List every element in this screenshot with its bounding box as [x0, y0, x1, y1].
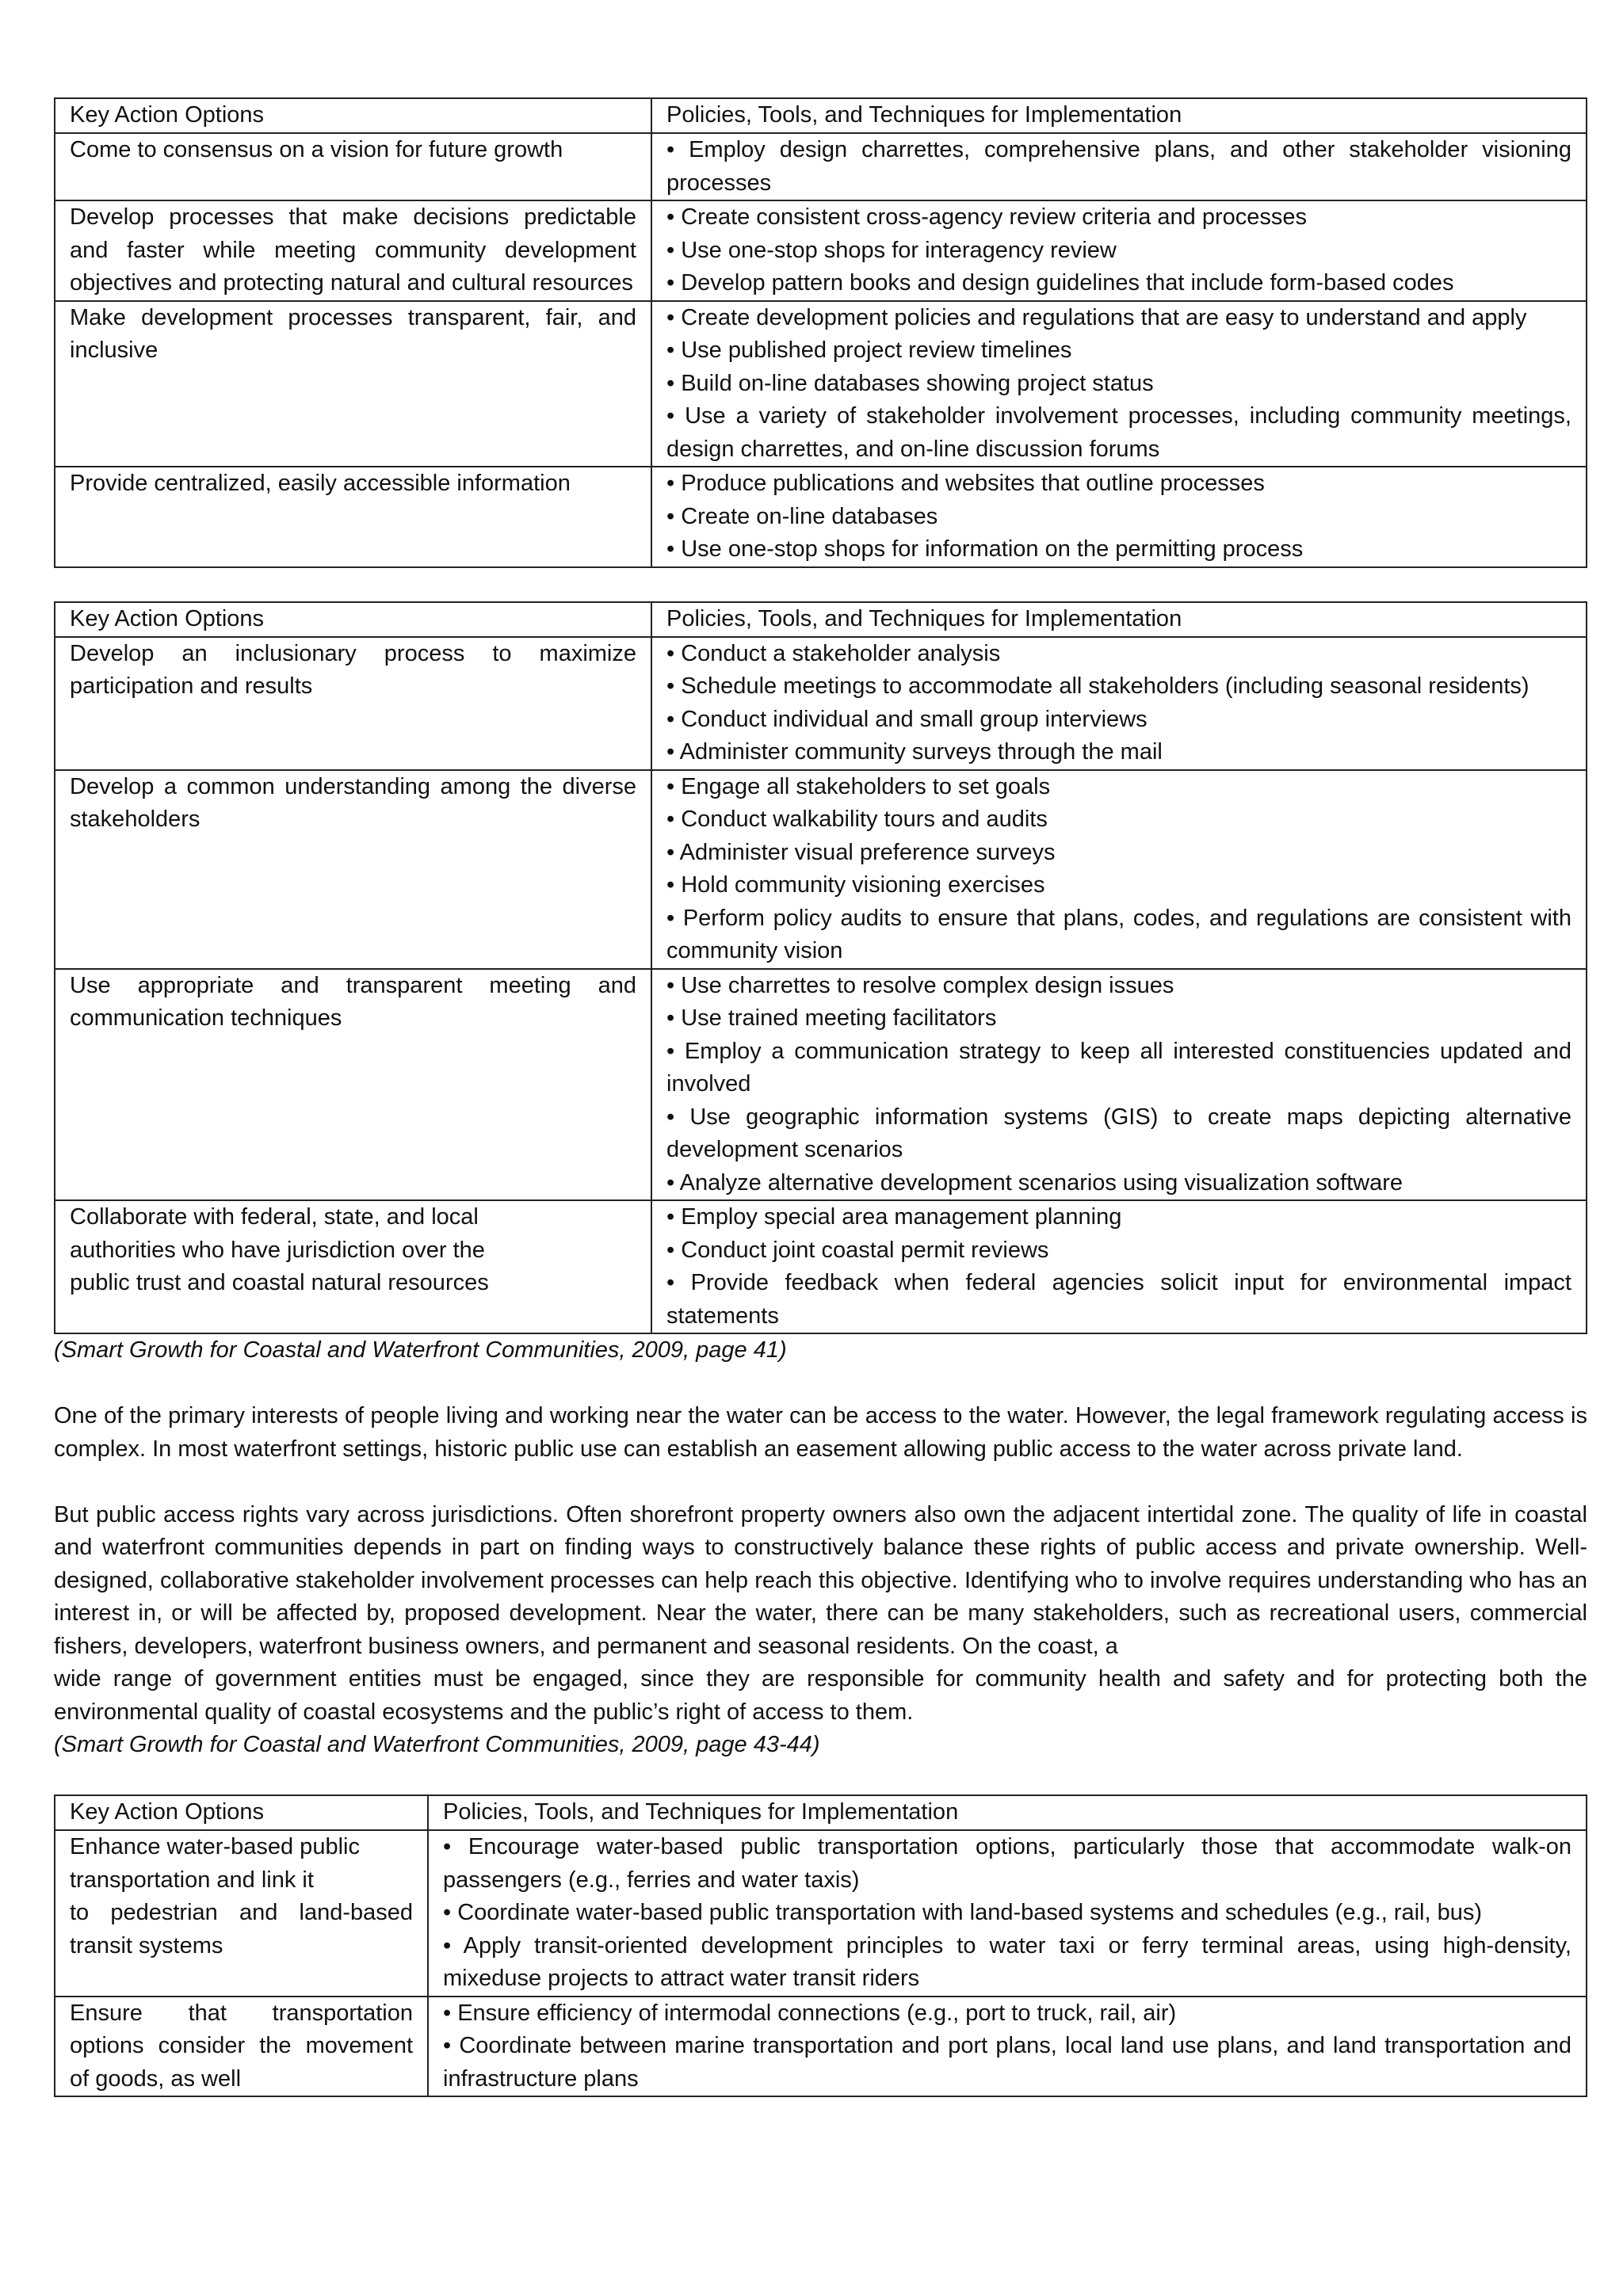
header-key-action-options: Key Action Options: [55, 1795, 428, 1830]
policies-cell: [428, 1830, 1587, 1997]
policy-item: • Encourage water-based public transportation options, particularly those that accommodate walk-on passengers (e.g., ferries and water taxis): [443, 1834, 1571, 1893]
action-text: Come to consensus on a vision for future growth: [70, 137, 563, 162]
action-line: Collaborate with federal, state, and local: [70, 1204, 479, 1230]
policy-item: • Employ special area management planning: [666, 1204, 1122, 1230]
policy-item: • Administer visual preference surveys: [666, 839, 1056, 865]
document-page: [54, 97, 1587, 2097]
action-cell: [55, 133, 651, 200]
action-text: Use appropriate and transparent meeting and communication techniques: [70, 972, 636, 1031]
policies-cell: [651, 200, 1587, 301]
policies-cell: [651, 969, 1587, 1201]
policies-cell: [651, 467, 1587, 567]
policies-cell: [651, 301, 1587, 467]
action-line: to pedestrian and land-based transit systems: [70, 1900, 413, 1958]
policy-item: • Provide feedback when federal agencies solicit input for environmental impact statements: [666, 1270, 1571, 1329]
citation-caption: (Smart Growth for Coastal and Waterfront Communities, 2009, page 41): [54, 1337, 787, 1363]
table-header-row: [55, 98, 1587, 133]
action-cell: [55, 467, 651, 567]
body-paragraph: One of the primary interests of people living and working near the water can be access to the water. However, the legal framework regulating access is complex. In most waterfront settings, historic public use can establish an easement allowing public access to the water across private land.: [54, 1403, 1587, 1462]
policy-item: • Coordinate water-based public transportation with land-based systems and schedules (e.g., rail, bus): [443, 1900, 1483, 1925]
action-line: transportation and link it: [70, 1867, 314, 1893]
header-policies-tools: Policies, Tools, and Techniques for Implementation: [428, 1795, 1587, 1830]
policy-item: • Use trained meeting facilitators: [666, 1005, 997, 1031]
table-row: [55, 200, 1587, 301]
spacer: [54, 1367, 1587, 1401]
table-row: [55, 637, 1587, 770]
policy-item: • Analyze alternative development scenarios using visualization software: [666, 1169, 1403, 1196]
spacer: [54, 1466, 1587, 1499]
citation-caption: (Smart Growth for Coastal and Waterfront Communities, 2009, page 43-44): [54, 1732, 820, 1757]
action-line: Enhance water-based public: [70, 1834, 360, 1859]
table-row: [55, 133, 1587, 200]
policy-item: • Use one-stop shops for interagency review: [666, 237, 1117, 263]
action-cell: [55, 770, 651, 969]
action-cell: [55, 1200, 651, 1333]
policy-item: • Use a variety of stakeholder involvement processes, including community meetings, design charrettes, and on-line discussion forums: [666, 403, 1571, 462]
policy-item: • Schedule meetings to accommodate all stakeholders (including seasonal residents): [666, 673, 1529, 699]
action-cell: [55, 1830, 428, 1997]
header-policies-tools: Policies, Tools, and Techniques for Implementation: [651, 98, 1587, 133]
policies-cell: [651, 637, 1587, 770]
action-text: Ensure that transportation options consider the movement of goods, as well: [70, 2000, 413, 2092]
policy-item: • Build on-line databases showing project status: [666, 370, 1154, 396]
policy-item: • Use charrettes to resolve complex design issues: [666, 972, 1174, 998]
header-key-action-options: Key Action Options: [55, 602, 651, 637]
policies-cell: [428, 1997, 1587, 2097]
table-row: [55, 770, 1587, 969]
policy-item: • Produce publications and websites that outline processes: [666, 471, 1265, 496]
action-line: public trust and coastal natural resources: [70, 1270, 489, 1295]
table-header-row: [55, 1795, 1587, 1830]
table-row: [55, 1200, 1587, 1333]
action-text: Develop a common understanding among the diverse stakeholders: [70, 773, 636, 832]
policy-item: • Ensure efficiency of intermodal connections (e.g., port to truck, rail, air): [443, 2000, 1177, 2026]
action-text: Develop an inclusionary process to maximize participation and results: [70, 640, 636, 699]
table-row: [55, 1830, 1587, 1997]
policy-item: • Conduct a stakeholder analysis: [666, 640, 1001, 666]
policy-item: • Create on-line databases: [666, 503, 938, 529]
table-row: [55, 467, 1587, 567]
policy-item: • Use one-stop shops for information on the permitting process: [666, 536, 1304, 562]
policy-item: • Employ a communication strategy to keep all interested constituencies updated and involved: [666, 1038, 1571, 1097]
action-text: Develop processes that make decisions predictable and faster while meeting community development objectives and protecting natural and cultural resources: [70, 204, 636, 296]
action-cell: [55, 969, 651, 1201]
policy-item: • Use published project review timelines: [666, 338, 1072, 363]
policy-item: • Perform policy audits to ensure that plans, codes, and regulations are consistent with community vision: [666, 905, 1571, 963]
table-header-row: [55, 602, 1587, 637]
policies-cell: [651, 133, 1587, 200]
spacer: [54, 1762, 1587, 1795]
body-paragraph: But public access rights vary across jurisdictions. Often shorefront property owners also own the adjacent intertidal zone. The quality of life in coastal and waterfront communities depends in part on finding ways to constructively balance these rights of public access and private ownership. Well-designed, collaborative stakeholder involvement processes can help reach this objective. Identifying who to involve requires understanding who has an interest in, or will be affected by, proposed development. Near the water, there can be many stakeholders, such as recreational users, commercial fishers, developers, waterfront business owners, and permanent and seasonal residents. On the coast, a: [54, 1501, 1587, 1659]
action-cell: [55, 301, 651, 467]
action-cell: [55, 637, 651, 770]
key-action-table-1: [54, 97, 1587, 568]
key-action-table-3: [54, 1794, 1587, 2097]
policy-item: • Conduct walkability tours and audits: [666, 807, 1048, 832]
policies-cell: [651, 770, 1587, 969]
action-cell: [55, 1997, 428, 2097]
policy-item: • Hold community visioning exercises: [666, 872, 1045, 898]
header-policies-tools: Policies, Tools, and Techniques for Implementation: [651, 602, 1587, 637]
table-spacer: [54, 568, 1587, 601]
action-text: Provide centralized, easily accessible information: [70, 471, 571, 496]
action-cell: [55, 200, 651, 301]
policy-item: • Administer community surveys through the mail: [666, 739, 1163, 765]
policy-item: • Develop pattern books and design guidelines that include form-based codes: [666, 270, 1454, 296]
policy-item: • Conduct joint coastal permit reviews: [666, 1237, 1049, 1263]
policy-item: • Engage all stakeholders to set goals: [666, 773, 1051, 799]
policy-item: • Coordinate between marine transportation and port plans, local land use plans, and land transportation and infrastructure plans: [443, 2033, 1571, 2092]
table-row: [55, 301, 1587, 467]
policy-item: • Employ design charrettes, comprehensive plans, and other stakeholder visioning processes: [666, 137, 1571, 196]
table-row: [55, 1997, 1587, 2097]
key-action-table-2: [54, 601, 1587, 1335]
policy-item: • Use geographic information systems (GIS) to create maps depicting alternative development scenarios: [666, 1104, 1571, 1162]
header-key-action-options: Key Action Options: [55, 98, 651, 133]
table-row: [55, 969, 1587, 1201]
action-text: Make development processes transparent, fair, and inclusive: [70, 304, 636, 363]
body-paragraph: wide range of government entities must be engaged, since they are responsible for community health and safety and for protecting both the environmental quality of coastal ecosystems and the public’s right of access to them.: [54, 1666, 1587, 1725]
policy-item: • Conduct individual and small group interviews: [666, 706, 1148, 732]
policy-item: • Create development policies and regulations that are easy to understand and apply: [666, 304, 1527, 330]
action-line: authorities who have jurisdiction over the: [70, 1237, 485, 1263]
policy-item: • Apply transit-oriented development principles to water taxi or ferry terminal areas, using high-density, mixeduse projects to attract water transit riders: [443, 1932, 1571, 1991]
policies-cell: [651, 1200, 1587, 1333]
policy-item: • Create consistent cross-agency review criteria and processes: [666, 204, 1307, 230]
